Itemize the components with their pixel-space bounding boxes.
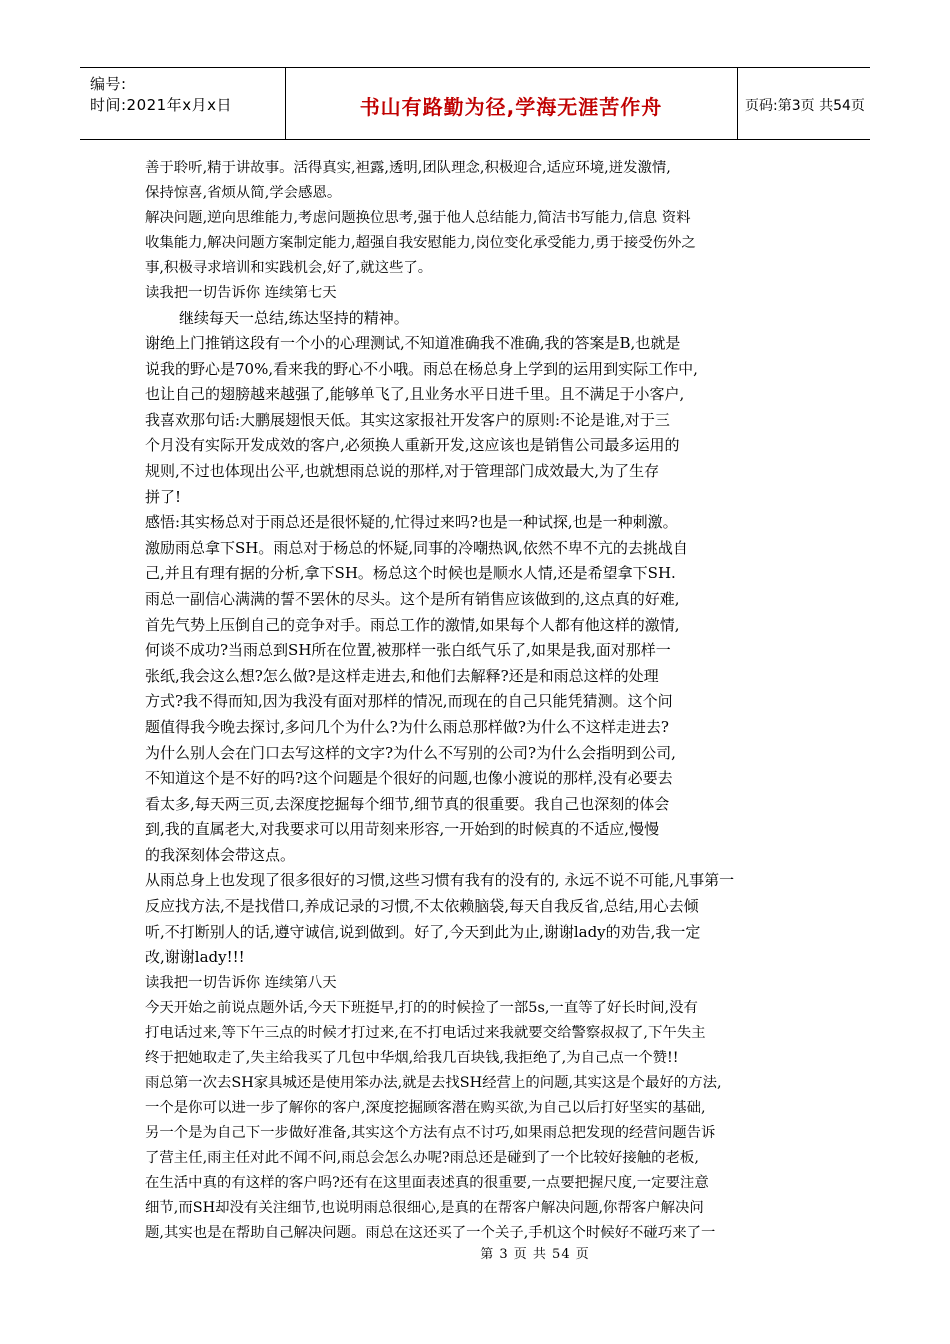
number-label: 编号: (90, 75, 127, 93)
body-line: 另一个是为自己下一步做好准备,其实这个方法有点不讨巧,如果雨总把发现的经营问题告诉 (145, 1124, 716, 1141)
body-line: 事,积极寻求培训和实践机会,好了,就这些了。 (145, 260, 433, 276)
body-line: 收集能力,解决问题方案制定能力,超强自我安慰能力,岗位变化承受能力,勇于接受伤外之 (145, 235, 696, 251)
header-table (80, 67, 870, 140)
body-line: 个月没有实际开发成效的客户,必须换人重新开发,这应该也是销售公司最多运用的 (145, 436, 680, 455)
body-line: 读我把一切告诉你 连续第七天 (145, 285, 337, 301)
body-line: 到,我的直属老大,对我要求可以用苛刻来形容,一开始到的时候真的不适应,慢慢 (145, 820, 660, 839)
header-page-cell (737, 68, 870, 139)
time-label: 时间:2021年x月x日 (90, 96, 232, 114)
body-line: 了营主任,雨主任对此不闻不问,雨总会怎么办呢?雨总还是碰到了一个比较好接触的老板, (145, 1149, 699, 1166)
body-line: 题值得我今晚去探讨,多问几个为什么?为什么雨总那样做?为什么不这样走进去? (145, 717, 669, 736)
body-line: 读我把一切告诉你 连续第八天 (145, 974, 337, 991)
body-line: 一个是你可以进一步了解你的客户,深度挖掘顾客潜在购买欲,为自己以后打好坚实的基础, (145, 1099, 706, 1116)
body-line: 何谈不成功?当雨总到SH所在位置,被那样一张白纸气乐了,如果是我,面对那样一 (145, 641, 671, 660)
body-line: 在生活中真的有这样的客户吗?还有在这里面表述真的很重要,一点要把握尺度,一定要注意 (145, 1174, 709, 1191)
body-line: 谢绝上门推销这段有一个小的心理测试,不知道准确我不准确,我的答案是B,也就是 (145, 334, 681, 352)
body-line: 张纸,我会这么想?怎么做?是这样走进去,和他们去解释?还是和雨总这样的处理 (145, 666, 659, 685)
body-line: 反应找方法,不是找借口,养成记录的习惯,不太依赖脑袋,每天自我反省,总结,用心去倾 (145, 897, 699, 916)
body-line: 也让自己的翅膀越来越强了,能够单飞了,且业务水平日进千里。且不满足于小客户, (145, 385, 685, 404)
body-line: 雨总一副信心满满的誓不罢休的尽头。这个是所有销售应该做到的,这点真的好难, (145, 589, 680, 608)
body-line: 看太多,每天两三页,去深度挖掘每个细节,细节真的很重要。我自己也深刻的体会 (145, 794, 670, 813)
body-line: 善于聆听,精于讲故事。活得真实,袒露,透明,团队理念,积极迎合,适应环境,迸发激情, (145, 160, 671, 176)
body-line: 方式?我不得而知,因为我没有面对那样的情况,而现在的自己只能凭猜测。这个问 (145, 692, 673, 711)
header-motto-cell (285, 68, 738, 139)
header-info-cell (80, 68, 286, 139)
body-line: 终于把她取走了,失主给我买了几包中华烟,给我几百块钱,我拒绝了,为自己点一个赞!! (145, 1049, 679, 1066)
motto-text: 书山有路勤为径,学海无涯苦作舟 (359, 95, 663, 119)
body-line: 雨总第一次去SH家具城还是使用笨办法,就是去找SH经营上的问题,其实这是个最好的方法, (145, 1074, 722, 1091)
body-line: 感悟:其实杨总对于雨总还是很怀疑的,忙得过来吗?也是一种试探,也是一种刺激。 (145, 513, 678, 532)
body-line: 今天开始之前说点题外话,今天下班挺早,打的的时候捡了一部5s,一直等了好长时间,没有 (145, 999, 698, 1016)
body-line: 从雨总身上也发现了很多很好的习惯,这些习惯有我有的没有的, 永远不说不可能,凡事第一 (145, 871, 735, 890)
body-line: 不知道这个是不好的吗?这个问题是个很好的问题,也像小渡说的那样,没有必要去 (145, 769, 673, 788)
body-line: 解决问题,逆向思维能力,考虑问题换位思考,强于他人总结能力,简洁书写能力,信息 资料 (145, 210, 691, 226)
body-line: 己,并且有理有据的分析,拿下SH。杨总这个时候也是顺水人情,还是希望拿下SH. (145, 564, 676, 583)
body-line: 听,不打断别人的话,遵守诚信,说到做到。好了,今天到此为止,谢谢lady的劝告,我一定 (145, 922, 701, 941)
body-line: 题,其实也是在帮助自己解决问题。雨总在这还买了一个关子,手机这个时候好不碰巧来了一 (145, 1224, 716, 1241)
body-line: 激励雨总拿下SH。雨总对于杨总的怀疑,同事的冷嘲热讽,依然不卑不亢的去挑战自 (145, 538, 688, 557)
document-body (145, 156, 810, 1246)
body-line: 首先气势上压倒自己的竞争对手。雨总工作的激情,如果每个人都有他这样的激情, (145, 615, 680, 634)
header-page-label: 页码:第3页 共54页 (745, 98, 865, 114)
body-line: 为什么别人会在门口去写这样的文字?为什么不写别的公司?为什么会指明到公司, (145, 743, 676, 762)
body-line: 说我的野心是70%,看来我的野心不小哦。雨总在杨总身上学到的运用到实际工作中, (145, 359, 698, 378)
body-line: 我喜欢那句话:大鹏展翅恨天低。其实这家报社开发客户的原则:不论是谁,对于三 (145, 410, 670, 429)
body-line: 改,谢谢lady!!! (145, 948, 245, 967)
body-line: 拼了! (145, 487, 182, 506)
page-footer (0, 1243, 950, 1262)
body-line: 保持惊喜,省烦从简,学会感恩。 (145, 185, 342, 201)
body-line: 的我深刻体会带这点。 (145, 845, 296, 864)
footer-page-number: 第 3 页 共 54 页 (480, 1247, 590, 1262)
body-line: 打电话过来,等下午三点的时候才打过来,在不打电话过来我就要交给警察叔叔了,下午失主 (145, 1024, 706, 1041)
body-line: 继续每天一总结,练达坚持的精神。 (179, 309, 409, 327)
body-line: 细节,而SH却没有关注细节,也说明雨总很细心,是真的在帮客户解决问题,你帮客户解决问 (145, 1199, 704, 1216)
body-line: 规则,不过也体现出公平,也就想雨总说的那样,对于管理部门成效最大,为了生存 (145, 461, 660, 480)
